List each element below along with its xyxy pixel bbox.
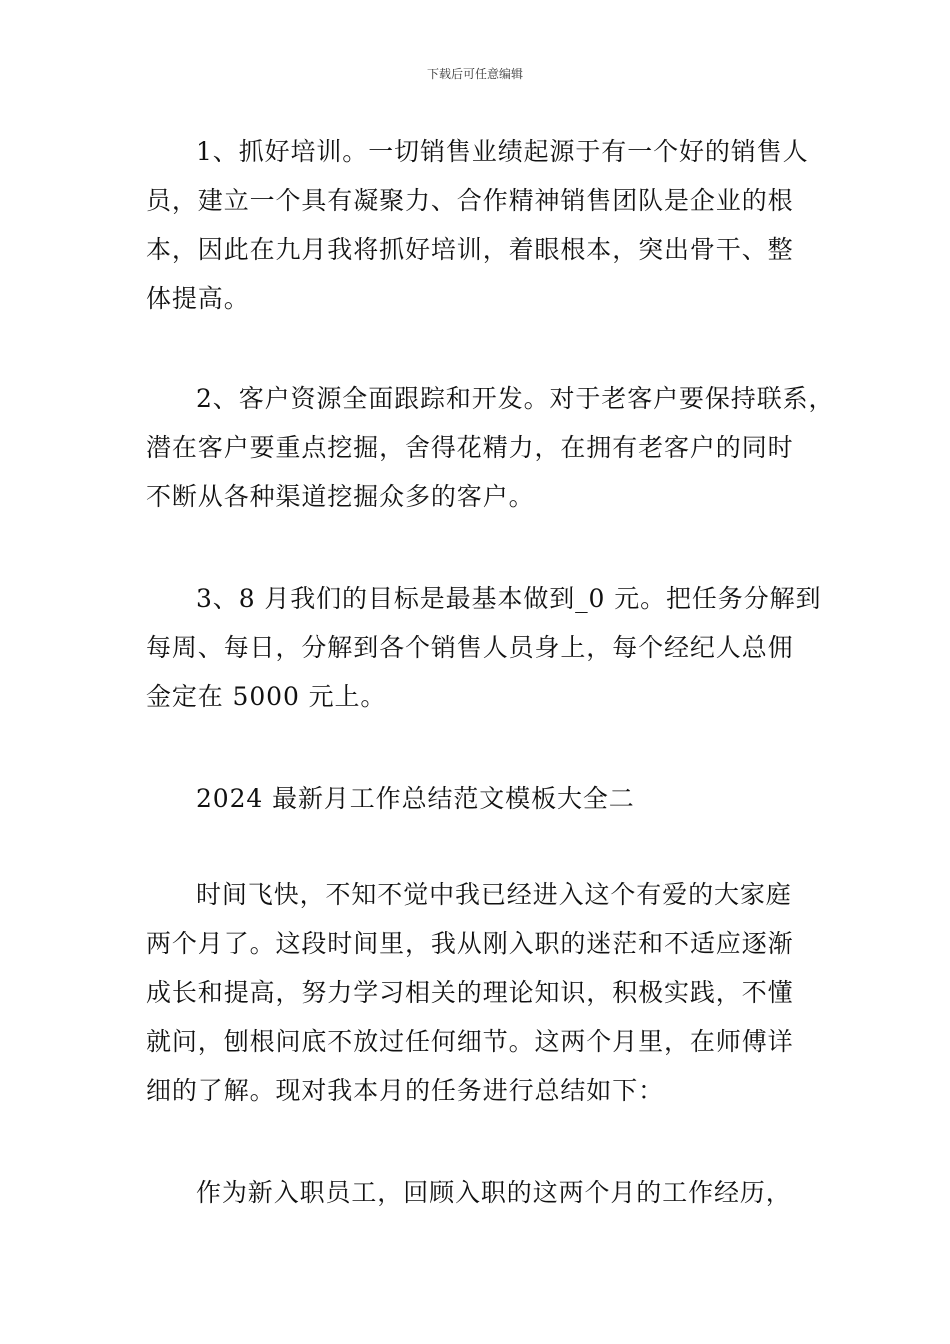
section-heading: 2024 最新月工作总结范文模板大全二 [196, 784, 635, 813]
text-line: 两个月了。这段时间里，我从刚入职的迷茫和不适应逐渐 [146, 929, 794, 958]
text-line: 本，因此在九月我将抓好培训，着眼根本，突出骨干、整 [146, 235, 794, 264]
text-line: 作为新入职员工，回顾入职的这两个月的工作经历， [196, 1178, 792, 1207]
text-line: 就问，刨根问底不放过任何细节。这两个月里，在师傅详 [146, 1027, 794, 1056]
text-line: 潜在客户要重点挖掘，舍得花精力，在拥有老客户的同时 [146, 433, 794, 462]
text-line: 不断从各种渠道挖掘众多的客户。 [146, 482, 535, 511]
text-line: 1、抓好培训。一切销售业绩起源于有一个好的销售人 [196, 137, 809, 166]
text-line: 员，建立一个具有凝聚力、合作精神销售团队是企业的根 [146, 186, 794, 215]
page-header-note: 下载后可任意编辑 [426, 67, 523, 81]
text-line: 时间飞快，不知不觉中我已经进入这个有爱的大家庭 [196, 880, 792, 909]
text-line: 成长和提高，努力学习相关的理论知识，积极实践，不懂 [146, 978, 794, 1007]
text-line: 3、8 月我们的目标是最基本做到_0 元。把任务分解到 [196, 584, 822, 613]
text-line: 每周、每日，分解到各个销售人员身上，每个经纪人总佣 [146, 633, 794, 662]
text-line: 体提高。 [146, 284, 250, 313]
text-line: 2、客户资源全面跟踪和开发。对于老客户要保持联系， [196, 384, 835, 413]
text-line: 金定在 5000 元上。 [146, 682, 387, 711]
text-line: 细的了解。现对我本月的任务进行总结如下： [146, 1076, 665, 1105]
